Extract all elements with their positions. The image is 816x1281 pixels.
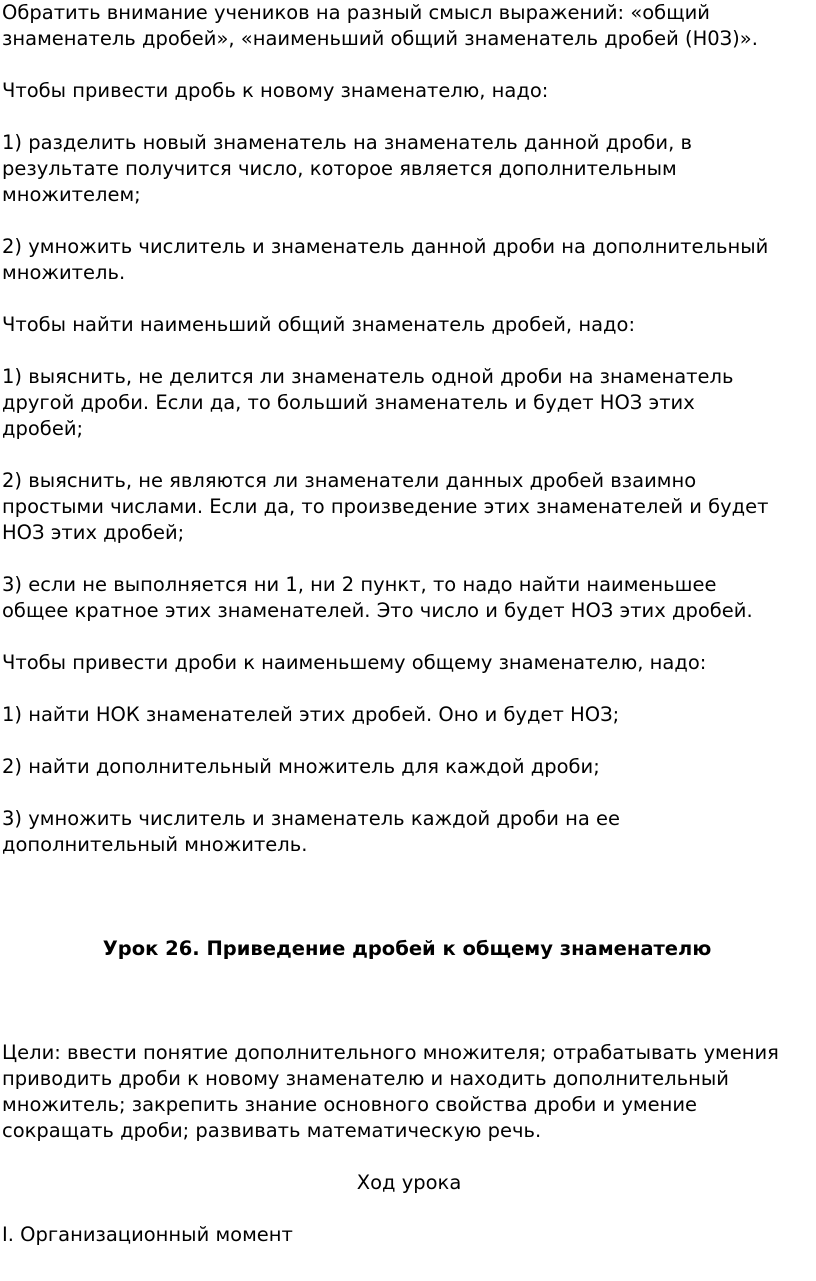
reduce-lcd-step1: 1) найти НОК знаменателей этих дробей. Оно и будет НОЗ; (2, 703, 620, 726)
reduce-lcd-step3-line1: 3) умножить числитель и знаменатель каждой дроби на ее (2, 807, 621, 830)
lcd-step1-line2: другой дроби. Если да, то больший знаменатель и будет НОЗ этих (2, 391, 695, 414)
lcd-step1-line3: дробей; (2, 417, 84, 440)
lcd-step3-line2: общее кратное этих знаменателей. Это число и будет НОЗ этих дробей. (2, 599, 753, 622)
reduce-lcd-heading: Чтобы привести дроби к наименьшему общему знаменателю, надо: (2, 651, 707, 674)
lesson-goals-line3: множитель; закрепить знание основного свойства дроби и умение (2, 1093, 697, 1116)
lcd-heading: Чтобы найти наименьший общий знаменатель дробей, надо: (2, 313, 636, 336)
lcd-step2-line3: НОЗ этих дробей; (2, 521, 185, 544)
lcd-step1-line1: 1) выяснить, не делится ли знаменатель одной дроби на знаменатель (2, 365, 734, 388)
new-denominator-step1-line1: 1) разделить новый знаменатель на знаменатель данной дроби, в (2, 131, 692, 154)
lesson-section-1: I. Организационный момент (2, 1223, 293, 1246)
new-denominator-heading: Чтобы привести дробь к новому знаменателю, надо: (2, 79, 549, 102)
lcd-step2-line2: простыми числами. Если да, то произведение этих знаменателей и будет (2, 495, 769, 518)
new-denominator-step2-line2: множитель. (2, 261, 126, 284)
new-denominator-step2-line1: 2) умножить числитель и знаменатель данной дроби на дополнительный (2, 235, 769, 258)
intro-line-2: знаменатель дробей», «наименьший общий знаменатель дробей (Н0З)». (2, 27, 758, 50)
lesson-title: Урок 26. Приведение дробей к общему знаменателю (102, 937, 712, 960)
lcd-step3-line1: 3) если не выполняется ни 1, ни 2 пункт, то надо найти наименьшее (2, 573, 717, 596)
intro-line-1: Обратить внимание учеников на разный смысл выражений: «общий (2, 1, 710, 24)
new-denominator-step1-line3: множителем; (2, 183, 141, 206)
reduce-lcd-step2: 2) найти дополнительный множитель для каждой дроби; (2, 755, 600, 778)
lesson-goals-line2: приводить дроби к новому знаменателю и находить дополнительный (2, 1067, 729, 1090)
lesson-goals-line4: сокращать дроби; развивать математическую речь. (2, 1119, 542, 1142)
new-denominator-step1-line2: результате получится число, которое является дополнительным (2, 157, 677, 180)
reduce-lcd-step3-line2: дополнительный множитель. (2, 833, 308, 856)
lesson-goals-line1: Цели: ввести понятие дополнительного множителя; отрабатывать умения (2, 1041, 779, 1064)
lcd-step2-line1: 2) выяснить, не являются ли знаменатели данных дробей взаимно (2, 469, 697, 492)
lesson-course-heading: Ход урока (356, 1171, 462, 1194)
